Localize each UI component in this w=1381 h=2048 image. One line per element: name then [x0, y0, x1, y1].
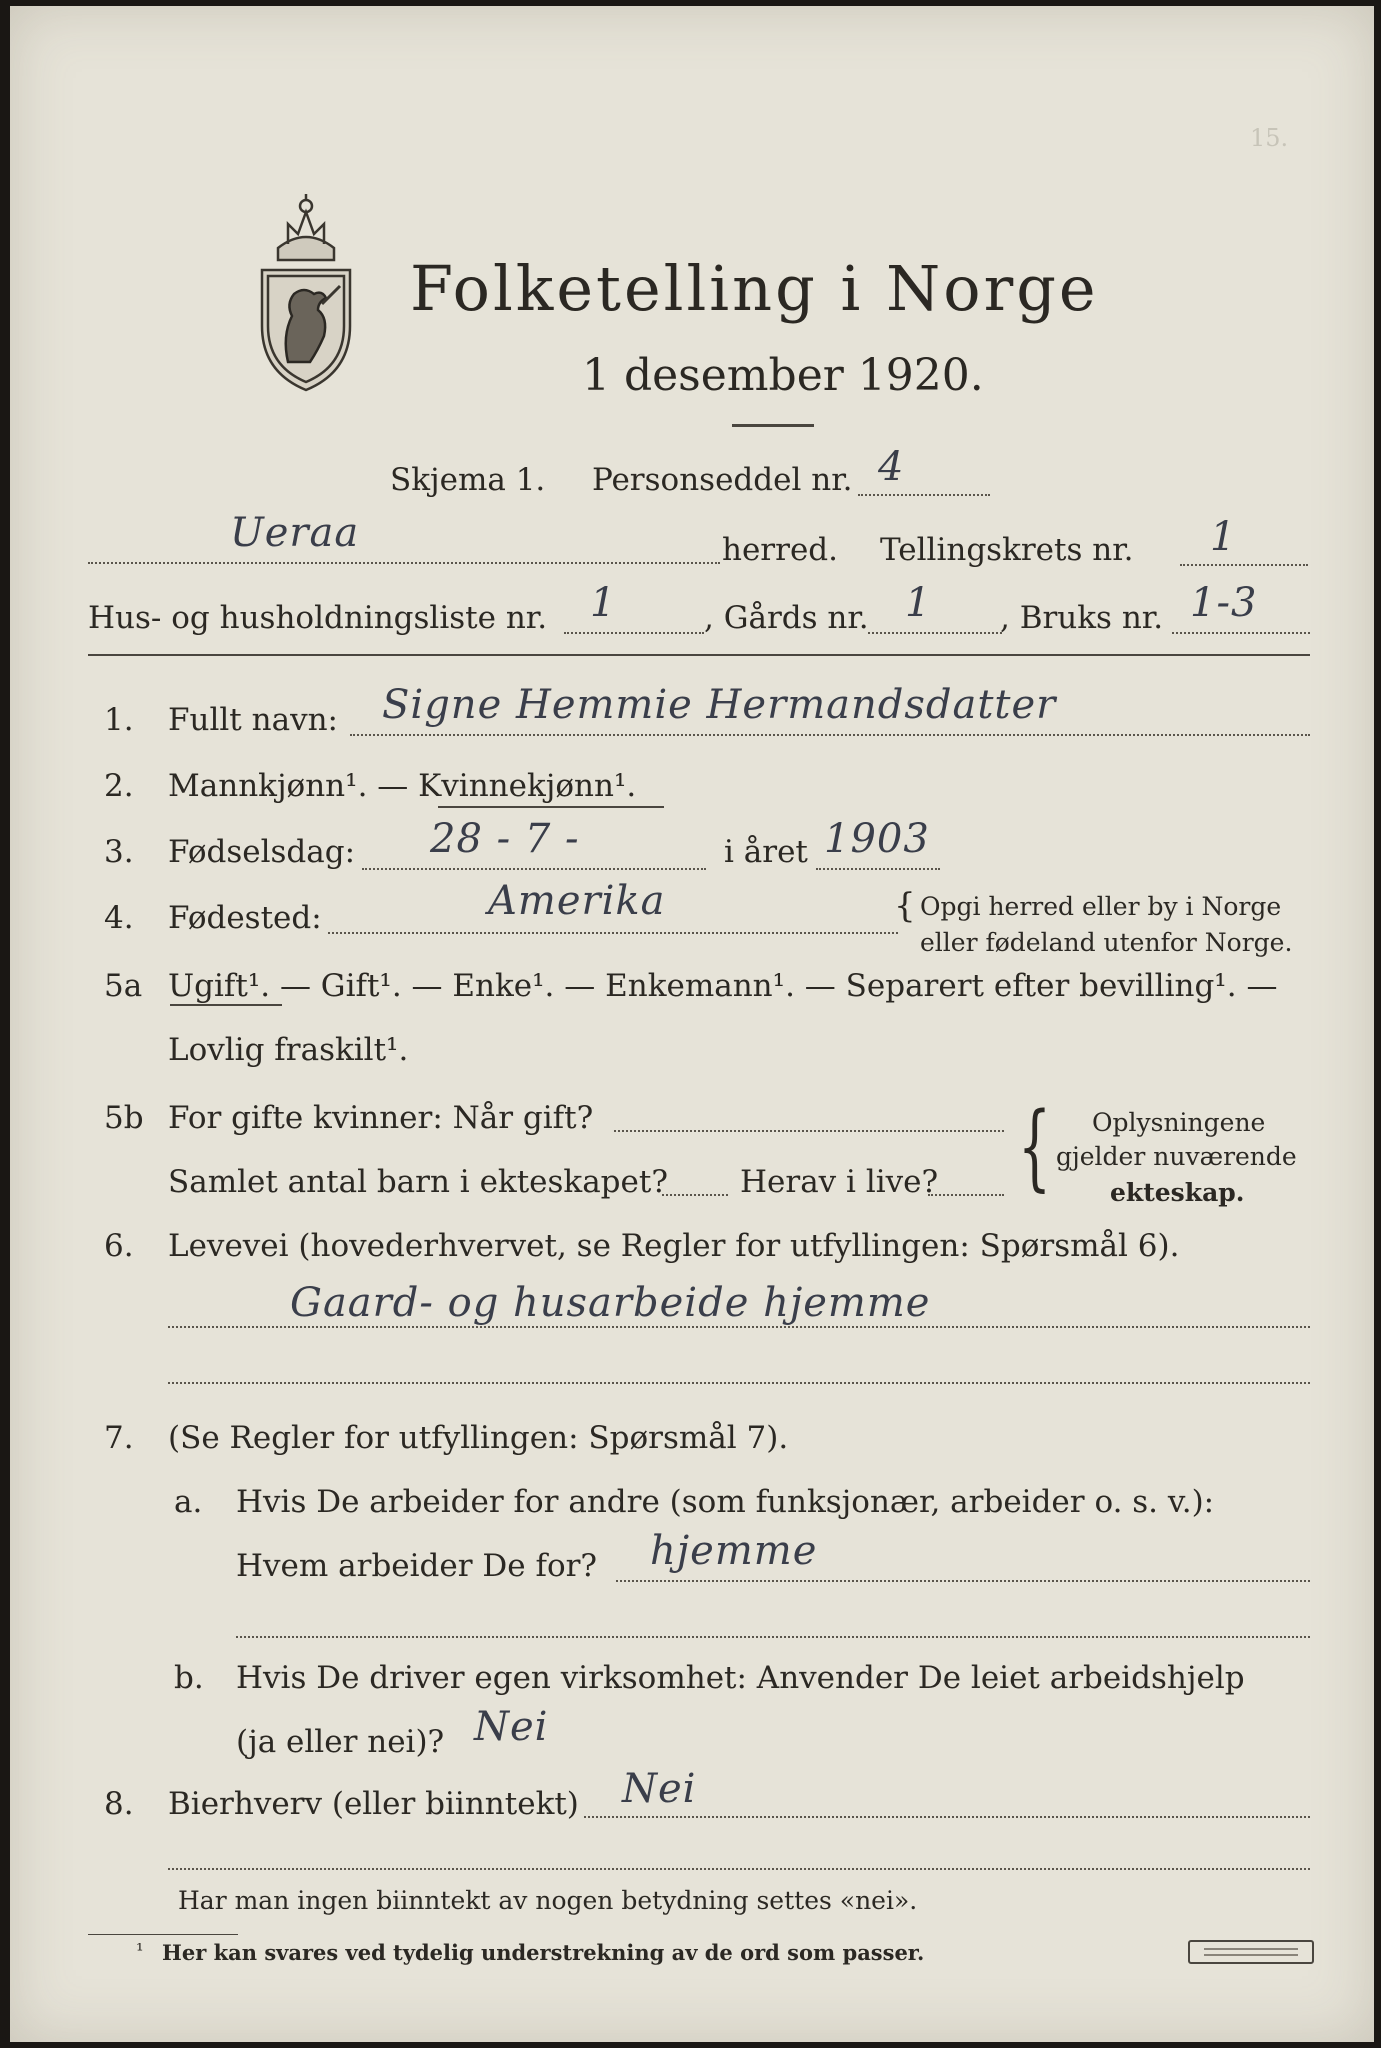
footnote: Her kan svares ved tydelig understrekning av de ord som passer.: [162, 1940, 925, 1965]
personseddel-value[interactable]: 4: [878, 444, 905, 490]
q7-label: (Se Regler for utfyllingen: Spørsmål 7).: [168, 1420, 789, 1456]
q7a-number: a.: [174, 1484, 203, 1520]
q7b-number: b.: [174, 1660, 204, 1696]
q5b-label-3: Herav i live?: [740, 1164, 939, 1200]
q5b-alive-dotline: [928, 1194, 1004, 1196]
q1-dotline: [350, 734, 1310, 736]
side-income-value[interactable]: Nei: [622, 1766, 697, 1812]
herred-dotline: [88, 562, 720, 564]
page-title: Folketelling i Norge: [410, 252, 1099, 325]
q4-note-2: eller fødeland utenfor Norge.: [920, 928, 1293, 957]
q5b-note-3: ekteskap.: [1110, 1178, 1245, 1207]
q8-dotline: [584, 1816, 1310, 1818]
q3-number: 3.: [104, 834, 134, 870]
bruks-dotline: [1172, 632, 1310, 634]
tellingskrets-value[interactable]: 1: [1210, 514, 1237, 560]
q6-dotline-2: [168, 1382, 1310, 1384]
q7a-dotline: [616, 1580, 1310, 1582]
q4-dotline: [328, 932, 898, 934]
herred-label: herred.: [722, 532, 838, 568]
birth-year-value[interactable]: 1903: [824, 816, 930, 862]
census-date: 1 desember 1920.: [582, 350, 984, 401]
q7b-label: Hvis De driver egen virksomhet: Anvender De leiet arbeidshjelp: [236, 1660, 1245, 1696]
hus-value[interactable]: 1: [590, 580, 617, 626]
q5b-note-1: Oplysningene: [1092, 1108, 1266, 1137]
q2-number: 2.: [104, 768, 134, 804]
q7a-label: Hvis De arbeider for andre (som funksjonær, arbeider o. s. v.):: [236, 1484, 1215, 1520]
title-divider: [732, 424, 814, 427]
census-form-sheet: [10, 6, 1374, 2042]
personseddel-label: Personseddel nr.: [592, 462, 853, 498]
ugift-underline: [170, 1004, 282, 1006]
gards-label: , Gårds nr.: [704, 600, 869, 636]
q3-dotline: [362, 868, 706, 870]
norwegian-coat-of-arms-icon: [248, 186, 364, 396]
q4-number: 4.: [104, 900, 134, 936]
hired-help-value[interactable]: Nei: [474, 1704, 549, 1750]
birthplace-value[interactable]: Amerika: [488, 878, 666, 924]
q5b-note-2: gjelder nuværende: [1056, 1142, 1297, 1171]
q5a-marital-options: Ugift¹. — Gift¹. — Enke¹. — Enkemann¹. — Separert efter bevilling¹. —: [168, 968, 1278, 1004]
tellingskrets-dotline: [1180, 564, 1308, 566]
footer-note: Har man ingen biinntekt av nogen betydning settes «nei».: [178, 1886, 918, 1915]
q6-dotline-1: [168, 1326, 1310, 1328]
printer-mark-logo: [1188, 1940, 1314, 1964]
q8-dotline-2: [168, 1868, 1310, 1870]
schema-label: Skjema 1.: [390, 462, 546, 498]
q4-label: Fødested:: [168, 900, 322, 936]
q2-gender-options: Mannkjønn¹. — Kvinnekjønn¹.: [168, 768, 637, 804]
q7a-dotline-2: [236, 1636, 1310, 1638]
q8-label: Bierhverv (eller biinntekt): [168, 1786, 579, 1822]
q1-label: Fullt navn:: [168, 702, 338, 738]
birth-date-value[interactable]: 28 - 7 -: [430, 816, 580, 862]
occupation-value[interactable]: Gaard- og husarbeide hjemme: [290, 1280, 931, 1326]
q6-number: 6.: [104, 1228, 134, 1264]
q5b-dotline: [614, 1130, 1004, 1132]
q5b-label-2: Samlet antal barn i ekteskapet?: [168, 1164, 668, 1200]
footnote-mark: ¹: [136, 1940, 144, 1962]
kvinnekjonn-underline: [438, 806, 664, 808]
q4-brace: {: [894, 886, 916, 926]
tellingskrets-label: Tellingskrets nr.: [880, 532, 1134, 568]
bruks-label: , Bruks nr.: [1000, 600, 1164, 636]
q5b-brace: {: [1018, 1094, 1052, 1202]
q5b-number: 5b: [104, 1100, 144, 1136]
q3-label: Fødselsdag:: [168, 834, 356, 870]
q6-label: Levevei (hovederhvervet, se Regler for utfyllingen: Spørsmål 6).: [168, 1228, 1180, 1264]
personseddel-dotline: [858, 494, 990, 496]
gards-dotline: [868, 632, 1002, 634]
full-name-value[interactable]: Signe Hemmie Hermandsdatter: [382, 682, 1057, 728]
gards-value[interactable]: 1: [905, 580, 932, 626]
q5a-number: 5a: [104, 968, 143, 1004]
q7a-label-2: Hvem arbeider De for?: [236, 1548, 598, 1584]
q5b-label: For gifte kvinner: Når gift?: [168, 1100, 594, 1136]
q3-year-label: i året: [724, 834, 808, 870]
q4-note-1: Opgi herred eller by i Norge: [920, 892, 1282, 921]
footnote-rule: [88, 1934, 238, 1935]
herred-value[interactable]: Ueraa: [230, 510, 360, 556]
q5a-marital-options-cont: Lovlig fraskilt¹.: [168, 1032, 409, 1068]
hus-dotline: [564, 632, 704, 634]
q1-number: 1.: [104, 702, 134, 738]
employer-value[interactable]: hjemme: [650, 1528, 818, 1574]
bleed-through-text: 15.: [1250, 124, 1289, 152]
hus-label: Hus- og husholdningsliste nr.: [88, 600, 548, 636]
header-rule: [88, 654, 1310, 656]
q8-number: 8.: [104, 1786, 134, 1822]
q7b-label-2: (ja eller nei)?: [236, 1724, 445, 1760]
q7-number: 7.: [104, 1420, 134, 1456]
q5b-children-dotline: [662, 1194, 728, 1196]
bruks-value[interactable]: 1-3: [1190, 580, 1258, 626]
q3-year-dotline: [816, 868, 940, 870]
